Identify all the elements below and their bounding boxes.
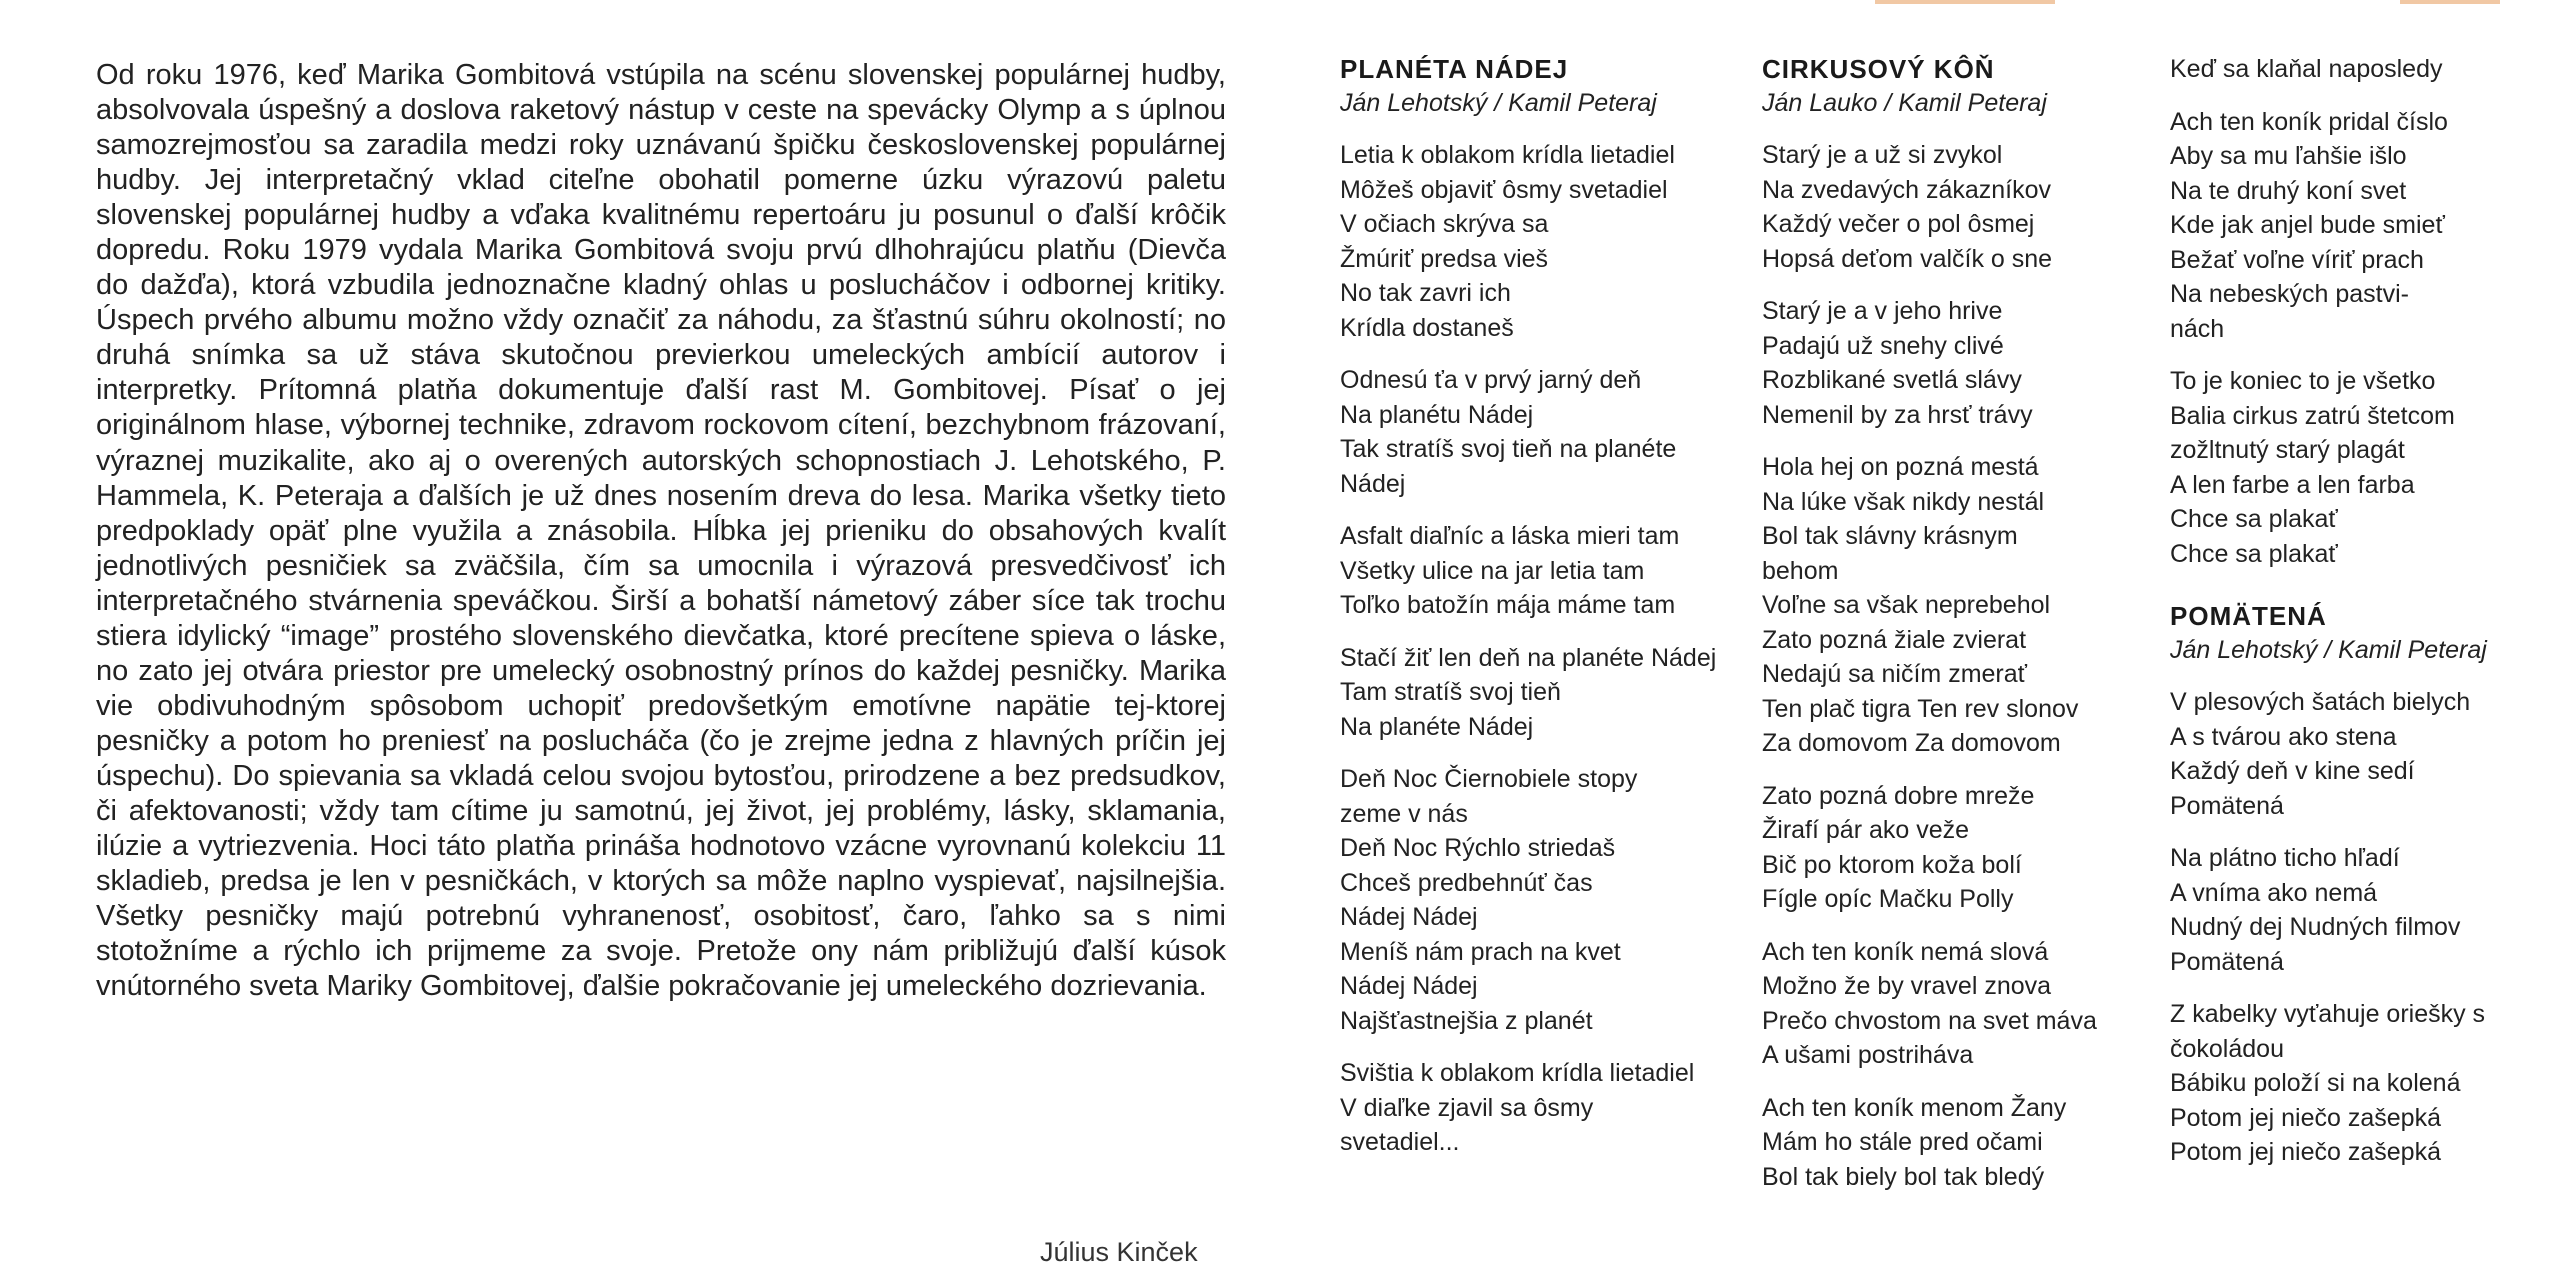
lyric-line: Krídla dostaneš	[1340, 313, 1514, 342]
lyric-line: Deň Noc Čiernobiele stopy	[1340, 765, 1638, 793]
lyric-line: Balia cirkus zatrú štetcom	[2170, 401, 2455, 430]
lyric-line: svetadiel...	[1340, 1128, 1460, 1156]
essay-author: Július Kinček	[1040, 1237, 1198, 1267]
lyrics-stanza	[1762, 450, 2182, 761]
lyric-line: Bežať voľne víriť prach	[2170, 245, 2424, 274]
lyric-line: V plesových šatách bielych	[2170, 688, 2471, 716]
lyric-line: Starý je a už si zvykol	[1762, 141, 2003, 169]
lyric-line: Tak stratíš svoj tieň na planéte	[1340, 435, 1677, 463]
lyrics-stanza	[2170, 997, 2550, 1170]
lyric-line: Nádej	[1340, 469, 1406, 498]
lyric-line: nách	[2170, 314, 2225, 343]
essay-text: Od roku 1976, keď Marika Gombitová vstúpila na scénu slovenskej populárnej hudby, absolvovala úspešný a doslova raketový nástup v ceste na spevácky Olymp a s úplnou samozrejmosťou sa zaradila medzi roky uznávanú špičku československej populárnej hudby. Jej interpretačný vklad citeľne obohatil pomerne úzku výrazovú paletu slovenskej populárnej hudby a vďaka kvalitnému repertoáru ju posunul o ďalší krôčik dopredu. Roku 1979 vydala Marika Gombitová svoju prvú dlhohrajúcu platňu (Dievča do dažďa), ktorá vzbudila jednoznačne kladný ohlas u poslucháčov i odbornej kritiky. Úspech prvého albumu možno vždy označiť za náhodu, za šťastnú súhru okolností; no druhá snímka sa už stáva skutočnou previerkou umeleckých ambícií autorov i interpretky. Prítomná platňa dokumentuje ďalší rast M. Gombitovej. Písať o jej originálnom hlase, výbornej technike, zdravom rockovom cítení, bezchybnom frázovaní, výraznej muzikalite, ako aj o overených autorských schopnostiach J. Lehotského, P. Hammela, K. Peteraja a ďalších je už dnes nosením dreva do lesa. Marika všetky tieto predpoklady opäť plne využila a znásobila. Hĺbka jej prieniku do obsahových kvalít jednotlivých pesničiek sa zväčšila, čím sa umocnila i výrazová presvedčivosť ich interpretačného stvárnenia speváčkou. Širší a bohatší námetový záber síce tak trochu stiera idylický “image” prostého slovenského dievčatka, ktoré precítene spieva o láske, no zato jej otvára priestor pre umelecký osobnostný prínos do každej pesničky. Marika vie obdivuhodným spôsobom uchopiť predovšetkým emotívne napätie tej-ktorej pesničky a potom ho preniesť na poslucháča (čo je zrejme jedna z hlavných príčin jej úspechu). Do spievania sa vkladá celou svojou bytosťou, prirodzene a bez predsudkov, či afektovanosti; vždy tam cítime ju samotnú, jej život, jej problémy, lásky, sklamania, ilúzie a vytriezvenia. Hoci táto platňa prináša hodnotovo vzácne vyrovnanú kolekciu 11 skladieb, predsa je len v pesničkách, v ktorých sa môže naplno vyspievať, najsilnejšia. Všetky pesničky majú potrebnú vyhranenosť, osobitosť, čaro, ľahko sa s nimi stotožníme a rýchlo ich prijmeme za svoje. Pretože ony nám približujú ďalší kúsok vnútorného sveta Mariky Gombitovej, ďalšie pokračovanie jej umeleckého dozrievania.	[96, 59, 1226, 1003]
lyric-line: Na plátno ticho hľadí	[2170, 844, 2400, 872]
lyric-line: V diaľke zjavil sa ôsmy	[1340, 1093, 1594, 1122]
lyric-line: Chce sa plakať	[2170, 505, 2338, 533]
lyrics-column-2	[1762, 52, 2182, 1194]
song-credit: Ján Lehotský / Kamil Peteraj	[1340, 89, 1657, 117]
lyric-line: A len farbe a len farba	[2170, 470, 2415, 499]
lyric-line: Z kabelky vyťahuje oriešky s	[2170, 1000, 2486, 1028]
lyric-line: Meníš nám prach na kvet	[1340, 937, 1621, 966]
lyric-line: Fígle opíc Mačku Polly	[1762, 885, 2014, 913]
lyric-line: Odnesú ťa v prvý jarný deň	[1340, 366, 1642, 394]
lyric-line: Mám ho stále pred očami	[1762, 1128, 2043, 1156]
lyric-line: Môžeš objaviť ôsmy svetadiel	[1340, 175, 1668, 204]
lyric-line: Bol tak biely bol tak bledý	[1762, 1162, 2045, 1191]
lyric-line: Zato pozná žiale zvierat	[1762, 625, 2027, 654]
lyrics-stanza	[1340, 363, 1750, 501]
lyrics-stanza	[1762, 779, 2182, 917]
lyrics-stanza	[2170, 685, 2550, 823]
lyric-line: Všetky ulice na jar letia tam	[1340, 556, 1645, 585]
lyric-line: Pomätená	[2170, 791, 2284, 820]
lyrics-column-3	[2170, 52, 2550, 1170]
lyric-line: Asfalt diaľníc a láska mieri tam	[1340, 522, 1680, 550]
lyric-line: Ach ten koník menom Žany	[1762, 1093, 2067, 1122]
lyrics-stanza	[1762, 294, 2182, 432]
essay-page	[96, 58, 1226, 1004]
lyrics-stanza	[2170, 841, 2550, 979]
lyric-line: No tak zavri ich	[1340, 279, 1511, 307]
page-edge-marker	[2400, 0, 2500, 4]
lyric-line: Pomätená	[2170, 947, 2284, 976]
lyric-line: Tam stratíš svoj tieň	[1340, 678, 1561, 706]
lyric-line: behom	[1762, 556, 1839, 585]
lyrics-stanza	[1762, 138, 2182, 276]
lyric-line: Toľko batožín mája máme tam	[1340, 591, 1676, 619]
lyric-line: Chceš predbehnúť čas	[1340, 868, 1593, 897]
song-title: POMÄTENÁ	[2170, 601, 2327, 631]
lyrics-stanza	[1340, 641, 1750, 745]
lyric-line: Na zvedavých zákazníkov	[1762, 175, 2052, 204]
song-title: PLANÉTA NÁDEJ	[1340, 54, 1569, 84]
lyric-line: Na te druhý koní svet	[2170, 176, 2407, 205]
lyric-line: A vníma ako nemá	[2170, 878, 2378, 907]
lyric-line: V očiach skrýva sa	[1340, 210, 1549, 238]
lyric-line: Hola hej on pozná mestá	[1762, 453, 2039, 481]
lyric-line: Nádej Nádej	[1340, 903, 1478, 931]
lyric-line: Hopsá deťom valčík o sne	[1762, 244, 2053, 273]
lyrics-stanza	[2170, 105, 2550, 347]
page-edge-marker	[1875, 0, 2055, 4]
lyrics-stanza	[1340, 762, 1750, 1038]
lyrics-stanza	[1340, 138, 1750, 345]
lyric-line: Za domovom Za domovom	[1762, 729, 2061, 757]
lyric-line: Chce sa plakať	[2170, 539, 2338, 568]
lyric-line: Žirafí pár ako veže	[1762, 816, 1970, 844]
lyric-line: Na planétu Nádej	[1340, 400, 1534, 429]
lyric-line: Nádej Nádej	[1340, 972, 1478, 1000]
lyrics-stanza	[2170, 364, 2550, 571]
lyric-line: Aby sa mu ľahšie išlo	[2170, 142, 2407, 170]
lyric-line: Každý deň v kine sedí	[2170, 757, 2415, 785]
lyric-line: Deň Noc Rýchlo striedaš	[1340, 834, 1616, 862]
lyric-line: Ach ten koník nemá slová	[1762, 937, 2049, 966]
lyric-line: To je koniec to je všetko	[2170, 367, 2436, 395]
lyric-line: Každý večer o pol ôsmej	[1762, 210, 2035, 238]
lyric-line: Ten plač tigra Ten rev slonov	[1762, 694, 2079, 723]
lyric-line: Potom jej niečo zašepká	[2170, 1138, 2441, 1166]
lyric-line: Keď sa klaňal naposledy	[2170, 55, 2443, 83]
lyrics-stanza	[2170, 52, 2550, 87]
lyric-line: Padajú už snehy clivé	[1762, 331, 2004, 360]
lyric-line: A s tvárou ako stena	[2170, 722, 2397, 751]
song-title: CIRKUSOVÝ KÔŇ	[1762, 54, 1995, 84]
lyric-line: Najšťastnejšia z planét	[1340, 1006, 1593, 1035]
lyric-line: Bol tak slávny krásnym	[1762, 522, 2018, 550]
lyric-line: Na planéte Nádej	[1340, 712, 1534, 741]
song-credit: Ján Lehotský / Kamil Peteraj	[2170, 636, 2487, 664]
lyric-line: čokoládou	[2170, 1034, 2284, 1063]
lyric-line: Bič po ktorom koža bolí	[1762, 850, 2022, 879]
lyric-line: Ach ten koník pridal číslo	[2170, 107, 2448, 136]
song-credit: Ján Lauko / Kamil Peteraj	[1762, 89, 2047, 117]
lyric-line: Na nebeských pastvi-	[2170, 280, 2410, 308]
lyrics-column-1	[1340, 52, 1750, 1160]
lyric-line: Rozblikané svetlá slávy	[1762, 366, 2022, 394]
lyrics-stanza	[1762, 935, 2182, 1073]
lyric-line: Na lúke však nikdy nestál	[1762, 487, 2045, 516]
lyric-line: Nudný dej Nudných filmov	[2170, 913, 2461, 941]
lyric-line: zeme v nás	[1340, 799, 1468, 828]
lyrics-stanza	[1340, 519, 1750, 623]
lyric-line: zožltnutý starý plagát	[2170, 436, 2405, 464]
lyric-line: Zato pozná dobre mreže	[1762, 781, 2035, 810]
lyric-line: Možno že by vravel znova	[1762, 972, 2052, 1000]
lyric-line: Svištia k oblakom krídla lietadiel	[1340, 1059, 1695, 1087]
lyric-line: Starý je a v jeho hrive	[1762, 297, 2003, 325]
lyrics-stanza	[1762, 1091, 2182, 1195]
lyric-line: Kde jak anjel bude smieť	[2170, 211, 2445, 239]
lyric-line: Prečo chvostom na svet máva	[1762, 1006, 2097, 1035]
lyric-line: Žmúriť predsa vieš	[1340, 244, 1549, 273]
lyric-line: Bábiku položí si na kolená	[2170, 1069, 2461, 1097]
lyric-line: Nedajú sa ničím zmerať	[1762, 660, 2028, 688]
lyric-line: Letia k oblakom krídla lietadiel	[1340, 141, 1675, 169]
lyric-line: Nemenil by za hrsť trávy	[1762, 400, 2033, 429]
lyric-line: Potom jej niečo zašepká	[2170, 1103, 2441, 1132]
lyric-line: Voľne sa však neprebehol	[1762, 591, 2051, 619]
lyric-line: Stačí žiť len deň na planéte Nádej	[1340, 643, 1717, 672]
lyrics-stanza	[1340, 1056, 1750, 1160]
lyric-line: A ušami postriháva	[1762, 1041, 1974, 1069]
